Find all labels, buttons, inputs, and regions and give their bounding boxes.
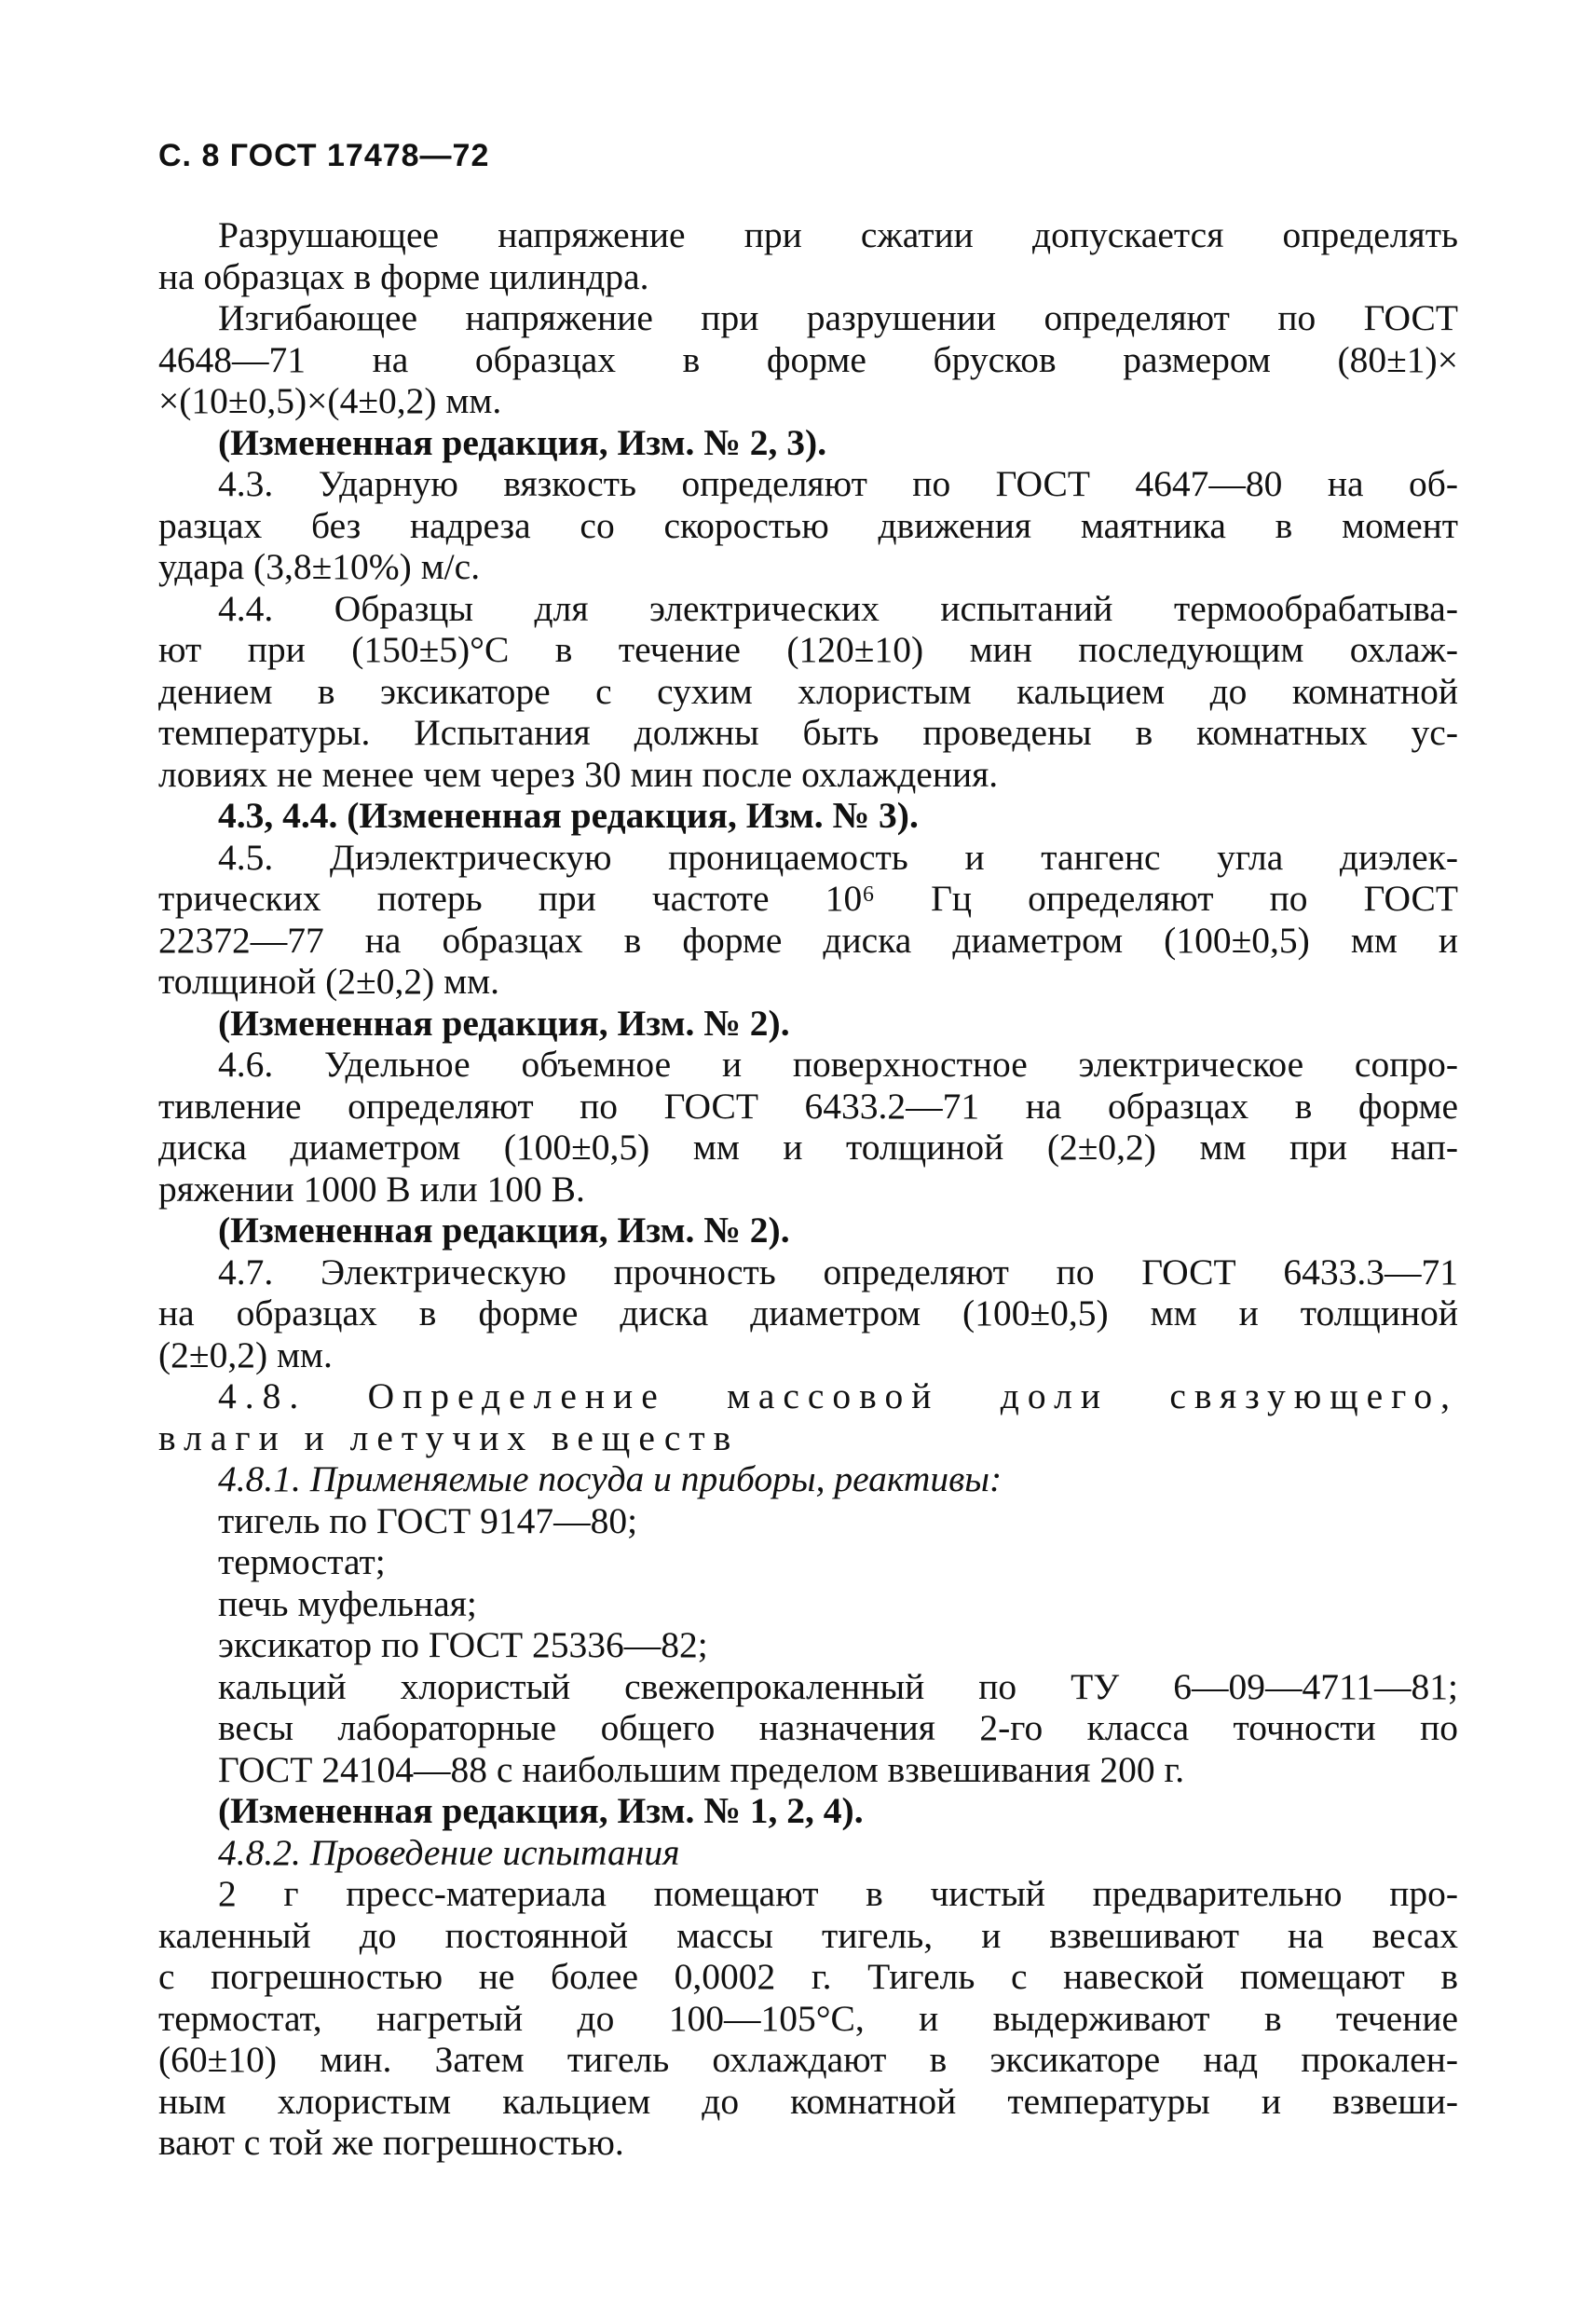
text-line: толщиной (2±0,2) мм. bbox=[158, 961, 499, 1002]
text-line: (Измененная редакция, Изм. № 2, 3). bbox=[218, 421, 827, 463]
text-line: термостат; bbox=[218, 1541, 386, 1582]
text-line: 4.8.2. Проведение испытания bbox=[218, 1831, 680, 1873]
text-line: каленный до постоянной массы тигель, и взвешивают на весах bbox=[158, 1914, 1458, 1956]
text-line: (60±10) мин. Затем тигель охлаждают в эксикаторе над прокален- bbox=[158, 2039, 1458, 2080]
text-line: Разрушающее напряжение при сжатии допускается определять bbox=[218, 214, 1458, 255]
text-line: тивление определяют по ГОСТ 6433.2—71 на образцах в форме bbox=[158, 1085, 1458, 1127]
text-line: на образцах в форме цилиндра. bbox=[158, 255, 649, 297]
text-line: ряжении 1000 В или 100 В. bbox=[158, 1168, 585, 1210]
text-line: эксикатор по ГОСТ 25336—82; bbox=[218, 1624, 708, 1665]
text-line: 4.8.1. Применяемые посуда и приборы, реактивы: bbox=[218, 1458, 1003, 1499]
text-line: трических потерь при частоте 10⁶ Гц определяют по ГОСТ bbox=[158, 878, 1458, 919]
text-line: диска диаметром (100±0,5) мм и толщиной (2±0,2) мм при нап- bbox=[158, 1127, 1458, 1168]
text-line: разцах без надреза со скоростью движения маятника в момент bbox=[158, 504, 1458, 546]
text-line: (2±0,2) мм. bbox=[158, 1333, 333, 1375]
text-line: кальций хлористый свежепрокаленный по ТУ 6—09—4711—81; bbox=[218, 1665, 1458, 1707]
text-line: (Измененная редакция, Изм. № 1, 2, 4). bbox=[218, 1790, 864, 1831]
document-body bbox=[158, 214, 1458, 2164]
text-line: вают с той же погрешностью. bbox=[158, 2122, 624, 2163]
text-line: температуры. Испытания должны быть проведены в комнатных ус- bbox=[158, 712, 1458, 753]
text-line: 4648—71 на образцах в форме брусков размером (80±1)× bbox=[158, 338, 1458, 380]
text-line: (Измененная редакция, Изм. № 2). bbox=[218, 1002, 790, 1044]
text-line: с погрешностью не более 0,0002 г. Тигель с навеской помещают в bbox=[158, 1956, 1458, 1997]
page-header: С. 8 ГОСТ 17478—72 bbox=[158, 138, 490, 173]
text-line: 4.3. Ударную вязкость определяют по ГОСТ 4647—80 на об- bbox=[218, 463, 1458, 504]
text-line: (Измененная редакция, Изм. № 2). bbox=[218, 1210, 790, 1251]
text-line: 4.5. Диэлектрическую проницаемость и тангенс угла диэлек- bbox=[218, 836, 1458, 878]
text-line: ным хлористым кальцием до комнатной температуры и взвеши- bbox=[158, 2080, 1458, 2122]
text-line: 2 г пресс-материала помещают в чистый предварительно про- bbox=[218, 1873, 1458, 1914]
text-line: 4.6. Удельное объемное и поверхностное электрическое сопро- bbox=[218, 1044, 1458, 1085]
text-line: ×(10±0,5)×(4±0,2) мм. bbox=[158, 380, 502, 421]
text-line: 4.3, 4.4. (Измененная редакция, Изм. № 3). bbox=[218, 795, 919, 836]
text-line: удара (3,8±10%) м/с. bbox=[158, 546, 481, 587]
text-line: ют при (150±5)°С в течение (120±10) мин последующим охлаж- bbox=[158, 629, 1458, 670]
text-line: 4.7. Электрическую прочность определяют по ГОСТ 6433.3—71 bbox=[218, 1251, 1458, 1292]
text-line: дением в эксикаторе с сухим хлористым кальцием до комнатной bbox=[158, 670, 1458, 712]
text-line: на образцах в форме диска диаметром (100±0,5) мм и толщиной bbox=[158, 1292, 1458, 1333]
text-line: печь муфельная; bbox=[218, 1582, 477, 1624]
text-line: ловиях не менее чем через 30 мин после охлаждения. bbox=[158, 753, 999, 795]
text-line: 4.4. Образцы для электрических испытаний термообрабатыва- bbox=[218, 587, 1458, 629]
text-line: тигель по ГОСТ 9147—80; bbox=[218, 1499, 638, 1541]
text-line: весы лабораторные общего назначения 2-го класса точности по bbox=[218, 1707, 1458, 1748]
text-line: влаги и летучих веществ bbox=[158, 1416, 740, 1458]
text-line: Изгибающее напряжение при разрушении определяют по ГОСТ bbox=[218, 297, 1458, 338]
text-line: 22372—77 на образцах в форме диска диаметром (100±0,5) мм и bbox=[158, 919, 1458, 961]
text-line: 4.8. Определение массовой доли связующего, bbox=[218, 1375, 1458, 1416]
text-line: термостат, нагретый до 100—105°С, и выдерживают в течение bbox=[158, 1997, 1458, 2039]
text-line: ГОСТ 24104—88 с наибольшим пределом взвешивания 200 г. bbox=[218, 1748, 1185, 1790]
